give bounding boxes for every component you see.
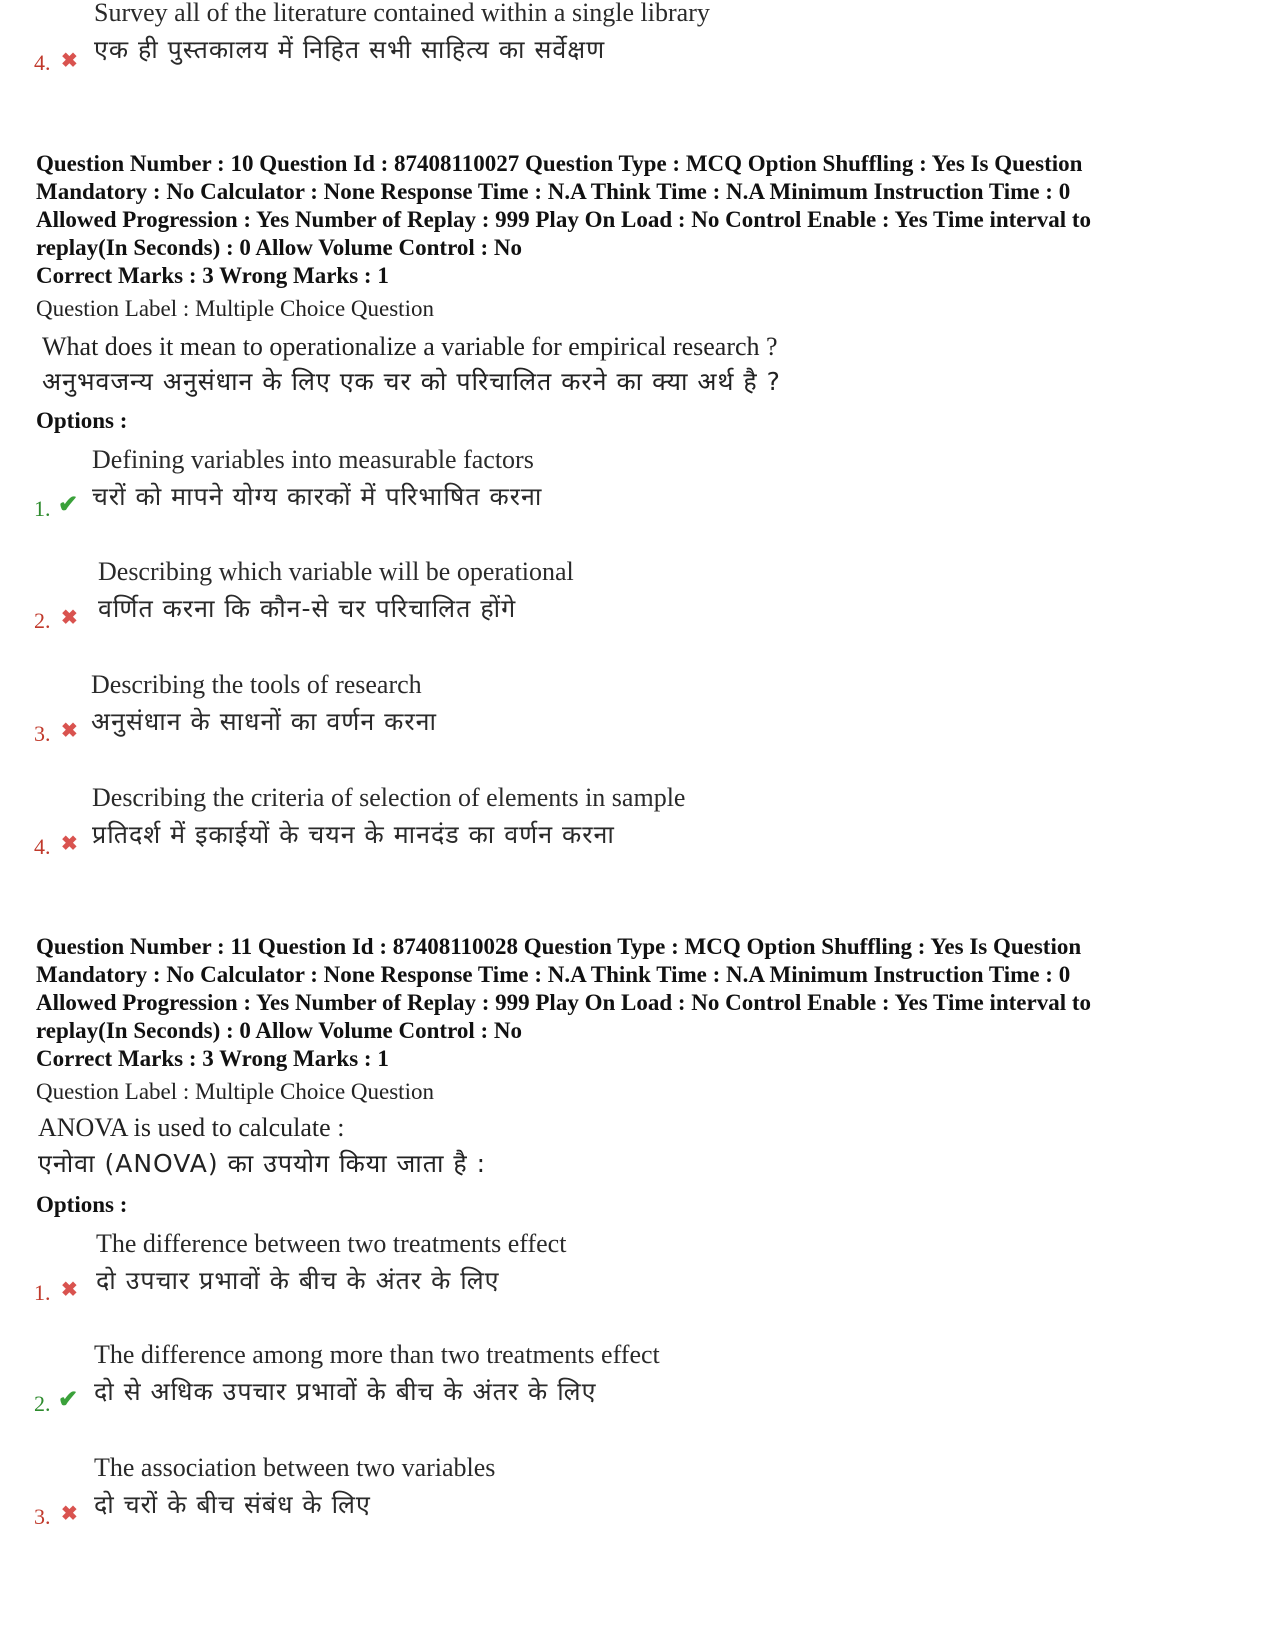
q10-meta-line-2: Mandatory : No Calculator : None Response Time : N.A Think Time : N.A Minimum Instruction Time : 0 [36, 179, 1071, 204]
q11-option-2-en: The difference among more than two treatments effect [94, 1340, 660, 1369]
q11-option-2-number: 2. [34, 1391, 51, 1416]
q11-meta-line-1: Question Number : 11 Question Id : 87408110028 Question Type : MCQ Option Shuffling : Yes Is Question [36, 934, 1082, 959]
q11-question-en: ANOVA is used to calculate : [38, 1113, 345, 1142]
q10-option-3-hi: अनुसंधान के साधनों का वर्णन करना [91, 707, 437, 736]
q10-option-1-number: 1. [34, 496, 51, 521]
q11-question-hi: एनोवा (ANOVA) का उपयोग किया जाता है : [38, 1149, 487, 1178]
q11-option-1-en: The difference between two treatments effect [96, 1229, 567, 1258]
q10-label: Question Label : Multiple Choice Question [36, 296, 434, 321]
q11-meta-line-4: replay(In Seconds) : 0 Allow Volume Control : No [36, 1018, 523, 1043]
q11-meta-line-2: Mandatory : No Calculator : None Response Time : N.A Think Time : N.A Minimum Instruction Time : 0 [36, 962, 1071, 987]
q11-label: Question Label : Multiple Choice Question [36, 1079, 434, 1104]
q11-option-1-number: 1. [34, 1280, 51, 1305]
q11-option-3-hi: दो चरों के बीच संबंध के लिए [94, 1490, 371, 1519]
cross-icon: ✖ [61, 1503, 78, 1525]
q10-option-1-en: Defining variables into measurable factors [92, 445, 534, 474]
q11-marks: Correct Marks : 3 Wrong Marks : 1 [36, 1046, 389, 1071]
q10-question-en: What does it mean to operationalize a variable for empirical research ? [42, 332, 778, 361]
q10-meta-line-4: replay(In Seconds) : 0 Allow Volume Control : No [36, 235, 523, 260]
check-icon: ✔ [58, 492, 79, 518]
prev-option-4-en: Survey all of the literature contained within a single library [94, 0, 710, 27]
q11-option-3-en: The association between two variables [94, 1453, 496, 1482]
q11-option-2-hi: दो से अधिक उपचार प्रभावों के बीच के अंतर के लिए [94, 1377, 597, 1406]
q10-option-3-number: 3. [34, 721, 51, 746]
q10-option-2-en: Describing which variable will be operational [98, 557, 574, 586]
q10-option-3-en: Describing the tools of research [91, 670, 422, 699]
q11-option-3-number: 3. [34, 1504, 51, 1529]
q10-options-title: Options : [36, 408, 128, 433]
check-icon: ✔ [58, 1387, 79, 1413]
q11-options-title: Options : [36, 1192, 128, 1217]
q10-option-4-en: Describing the criteria of selection of elements in sample [92, 783, 686, 812]
q11-option-1-hi: दो उपचार प्रभावों के बीच के अंतर के लिए [96, 1266, 500, 1295]
prev-option-4-number: 4. [34, 50, 51, 75]
q11-meta-line-3: Allowed Progression : Yes Number of Replay : 999 Play On Load : No Control Enable : Yes Time interval to [36, 990, 1092, 1015]
cross-icon: ✖ [61, 1279, 78, 1301]
cross-icon: ✖ [61, 833, 78, 855]
prev-option-4-hi: एक ही पुस्तकालय में निहित सभी साहित्य का सर्वेक्षण [94, 35, 606, 64]
cross-icon: ✖ [61, 720, 78, 742]
cross-icon: ✖ [61, 50, 78, 72]
q10-option-4-number: 4. [34, 834, 51, 859]
q10-option-2-hi: वर्णित करना कि कौन-से चर परिचालित होंगे [98, 594, 517, 623]
q10-question-hi: अनुभवजन्य अनुसंधान के लिए एक चर को परिचालित करने का क्या अर्थ है ? [42, 367, 781, 396]
q10-option-1-hi: चरों को मापने योग्य कारकों में परिभाषित करना [92, 482, 543, 511]
q10-option-2-number: 2. [34, 608, 51, 633]
q10-meta [36, 150, 1241, 262]
cross-icon: ✖ [61, 607, 78, 629]
q11-meta [36, 933, 1241, 1045]
q10-option-4-hi: प्रतिदर्श में इकाईयों के चयन के मानदंड का वर्णन करना [92, 820, 615, 849]
q10-meta-line-1: Question Number : 10 Question Id : 87408110027 Question Type : MCQ Option Shuffling : Yes Is Question [36, 151, 1083, 176]
q10-marks: Correct Marks : 3 Wrong Marks : 1 [36, 263, 389, 288]
q10-meta-line-3: Allowed Progression : Yes Number of Replay : 999 Play On Load : No Control Enable : Yes Time interval to [36, 207, 1092, 232]
